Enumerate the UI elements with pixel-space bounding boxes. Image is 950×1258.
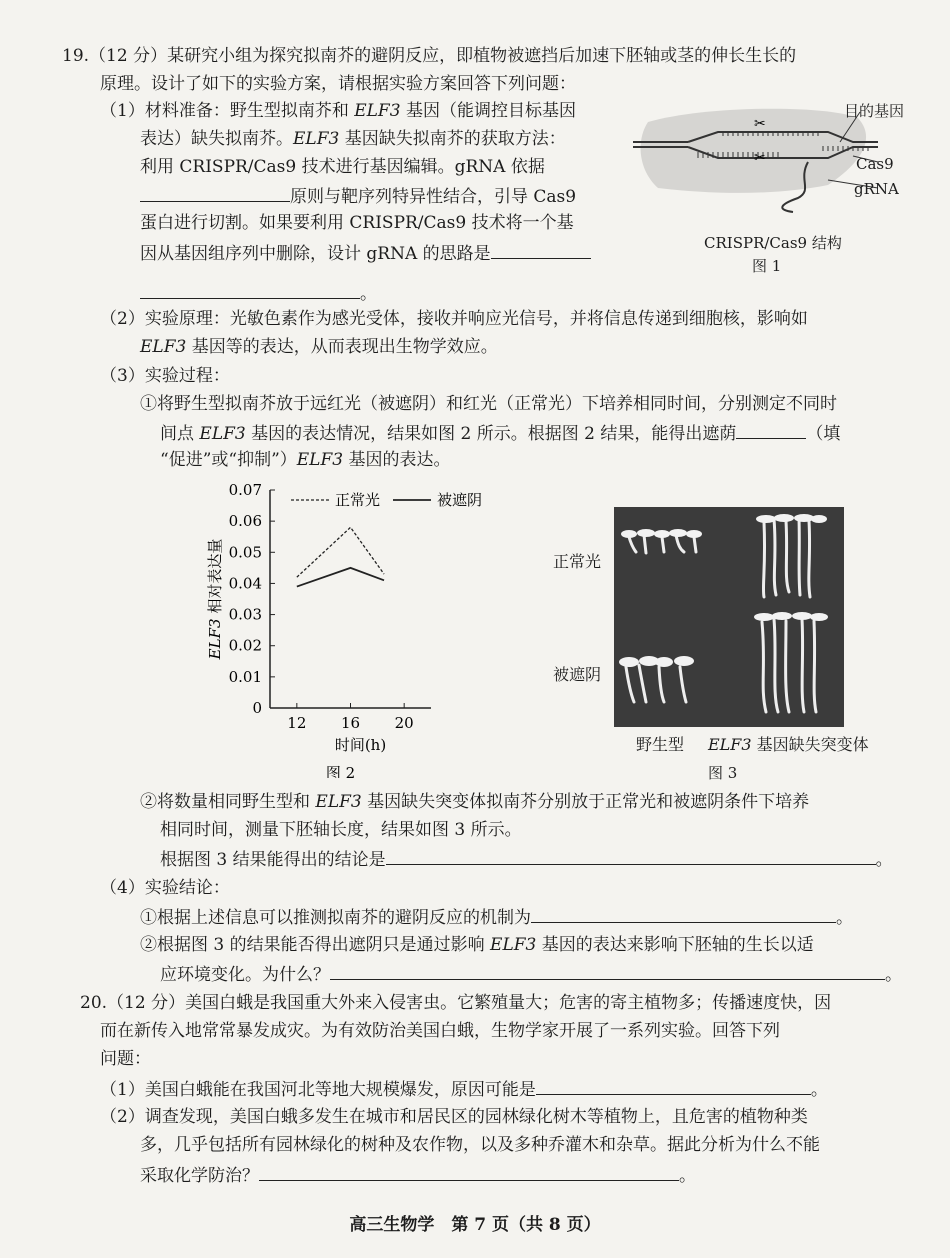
x-tick-label: 12 xyxy=(287,714,307,732)
q19-part1-line2: 表达）缺失拟南芥。ELF3 基因缺失拟南芥的获取方法： xyxy=(140,129,566,149)
fig3-label-shade: 被遮阴 xyxy=(553,665,602,684)
fig3-caption: 图 3 xyxy=(708,764,738,782)
q20-line1: 20.（12 分）美国白蛾是我国重大外来入侵害虫。它繁殖量大；危害的寄主植物多；传播速度快，因 xyxy=(80,993,832,1013)
y-tick-label: 0.02 xyxy=(228,636,262,655)
answer-blank[interactable] xyxy=(491,240,591,259)
x-tick-label: 20 xyxy=(394,714,414,732)
q20-line2: 而在新传入地常常暴发成灾。为有效防治美国白蛾，生物学家开展了一系列实验。回答下列 xyxy=(100,1021,780,1041)
fig3-label-mutant: ELF3 基因缺失突变体 xyxy=(708,735,869,754)
q19-part3-line4: ②将数量相同野生型和 ELF3 基因缺失突变体拟南芥分别放于正常光和被遮阴条件下培养 xyxy=(140,792,810,812)
q19-part3-line3: “促进”或“抑制”）ELF3 基因的表达。 xyxy=(160,450,451,470)
fig1-number: 图 1 xyxy=(752,257,782,275)
series-line-1 xyxy=(297,527,384,577)
q19-part3-line2: 间点 ELF3 基因的表达情况，结果如图 2 所示。根据图 2 结果，能得出遮荫 （填 xyxy=(160,420,840,446)
x-tick-label: 16 xyxy=(340,714,361,732)
y-tick-label: 0.05 xyxy=(228,543,262,562)
figure-3-seedling-photo xyxy=(614,507,844,727)
fig3-label-wildtype: 野生型 xyxy=(636,735,685,754)
y-tick-label: 0.07 xyxy=(228,481,262,499)
legend-label-2: 被遮阴 xyxy=(437,491,483,509)
q19-line1: 19.（12 分）某研究小组为探究拟南芥的避阴反应，即植物被遮挡后加速下胚轴或茎的伸长生长的 xyxy=(62,46,797,66)
figure-1-crispr xyxy=(628,100,928,275)
answer-blank[interactable] xyxy=(531,904,836,923)
page-footer: 高三生物学 第 7 页（共 8 页） xyxy=(349,1215,601,1235)
q19-part1-line4: 原则与靶序列特异性结合，引导 Cas9 xyxy=(140,183,576,209)
q19-part2-line2: ELF3 基因等的表达，从而表现出生物学效应。 xyxy=(140,337,498,357)
answer-blank[interactable] xyxy=(259,1162,679,1181)
y-axis-label: ELF3 相对表达量 xyxy=(206,538,224,660)
q20-part2-line2: 多，几乎包括所有园林绿化的树种及农作物，以及多种乔灌木和杂草。据此分析为什么不能 xyxy=(140,1135,820,1155)
y-tick-label: 0 xyxy=(252,699,262,717)
y-tick-label: 0.06 xyxy=(228,512,262,531)
x-axis-label: 时间(h) xyxy=(334,736,387,754)
q19-part1-line1: （1）材料准备：野生型拟南芥和 ELF3 基因（能调控目标基因 xyxy=(100,101,576,121)
fig1-label-cas9: Cas9 xyxy=(856,155,894,173)
y-tick-label: 0.03 xyxy=(228,605,262,624)
figure-2-chart xyxy=(196,478,496,778)
q19-part4-line3: 应环境变化。为什么？ 。 xyxy=(160,961,902,987)
q19-part4-title: （4）实验结论： xyxy=(100,878,230,898)
y-tick-label: 0.04 xyxy=(228,574,262,593)
y-tick-label: 0.01 xyxy=(228,667,262,686)
q19-part4-line1: ①根据上述信息可以推测拟南芥的避阴反应的机制为 。 xyxy=(140,904,853,930)
q19-part4-line2: ②根据图 3 的结果能否得出遮阴只是通过影响 ELF3 基因的表达来影响下胚轴的生长以适 xyxy=(140,935,814,955)
svg-text:✂: ✂ xyxy=(754,116,766,132)
q20-part1: （1）美国白蛾能在我国河北等地大规模爆发，原因可能是 。 xyxy=(100,1076,828,1102)
elf3-line-chart xyxy=(196,478,496,778)
answer-blank[interactable] xyxy=(736,420,806,439)
fig1-label-grna: gRNA xyxy=(854,180,899,198)
legend-label-1: 正常光 xyxy=(335,491,381,509)
q19-part1-line3: 利用 CRISPR/Cas9 技术进行基因编辑。gRNA 依据 xyxy=(140,157,545,177)
answer-blank[interactable] xyxy=(140,280,360,299)
fig3-label-normal: 正常光 xyxy=(553,552,602,571)
fig1-label-target: 目的基因 xyxy=(844,102,905,120)
fig1-caption: CRISPR/Cas9 结构 xyxy=(704,234,842,252)
q19-part1-line5: 蛋白进行切割。如果要利用 CRISPR/Cas9 技术将一个基 xyxy=(140,213,574,233)
q19-part3-line5: 相同时间，测量下胚轴长度，结果如图 3 所示。 xyxy=(160,820,522,840)
q19-part3-line6: 根据图 3 结果能得出的结论是 。 xyxy=(160,846,893,872)
q19-part3-line1: ①将野生型拟南芥放于远红光（被遮阴）和红光（正常光）下培养相同时间，分别测定不同时 xyxy=(140,394,837,414)
q19-part1-line6: 因从基因组序列中删除，设计 gRNA 的思路是 xyxy=(140,240,591,266)
q19-part1-line7: 。 xyxy=(140,280,377,306)
q19-part3-title: （3）实验过程： xyxy=(100,366,230,386)
series-line-2 xyxy=(297,568,384,587)
answer-blank[interactable] xyxy=(330,961,885,980)
fig2-caption: 图 2 xyxy=(325,764,356,778)
answer-blank[interactable] xyxy=(536,1076,811,1095)
q19-part2-line1: （2）实验原理：光敏色素作为感光受体，接收并响应光信号，并将信息传递到细胞核，影响如 xyxy=(100,309,808,329)
q19-line2: 原理。设计了如下的实验方案，请根据实验方案回答下列问题： xyxy=(100,74,576,94)
svg-text:✂: ✂ xyxy=(754,150,766,166)
q20-line3: 问题： xyxy=(100,1049,151,1069)
q20-part2-line3: 采取化学防治？ 。 xyxy=(140,1162,696,1188)
answer-blank[interactable] xyxy=(140,183,290,202)
q20-part2-line1: （2）调查发现，美国白蛾多发生在城市和居民区的园林绿化树木等植物上，且危害的植物种类 xyxy=(100,1107,808,1127)
answer-blank[interactable] xyxy=(386,846,876,865)
